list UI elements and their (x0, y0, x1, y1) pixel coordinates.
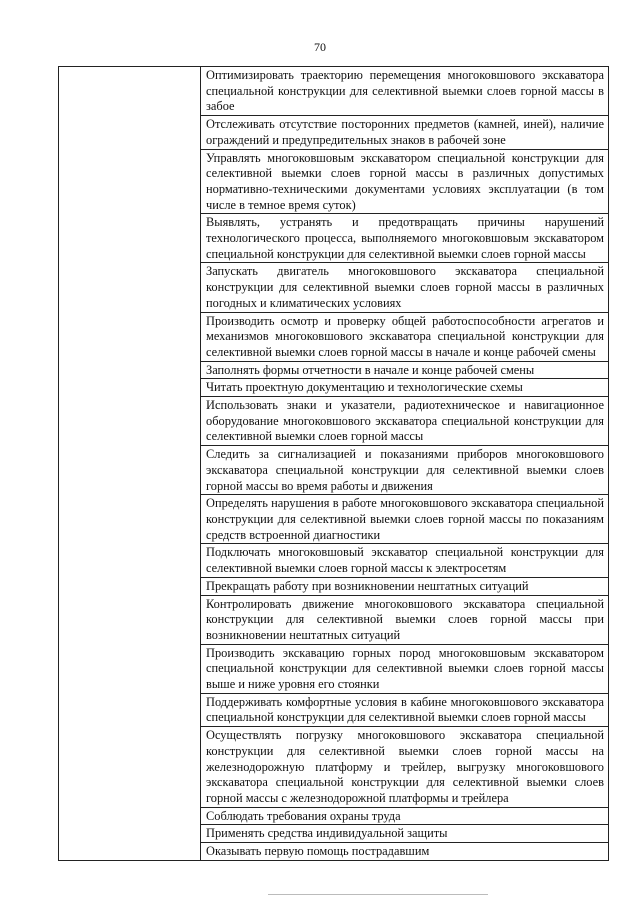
table-row (59, 67, 609, 116)
skill-cell: Прекращать работу при возникновении нештатных ситуаций (201, 577, 609, 595)
skill-cell: Поддерживать комфортные условия в кабине многоковшового экскаватора специальной конструкции для селективной выемки слоев горной массы (201, 693, 609, 726)
skill-cell: Управлять многоковшовым экскаватором специальной конструкции для селективной выемки слоев горной массы в различных допустимых нормативно-техническими документами условиях эксплуатации (в том числе в темное время суток) (201, 149, 609, 214)
skill-cell: Выявлять, устранять и предотвращать причины нарушений технологического процесса, выполняемого многоковшовым экскаватором специальной конструкции для селективной выемки слоев горной массы (201, 214, 609, 263)
skills-table (58, 66, 609, 861)
skill-cell: Запускать двигатель многоковшового экскаватора специальной конструкции для селективной выемки слоев горной массы в различных погодных и климатических условиях (201, 263, 609, 312)
skill-cell: Оптимизировать траекторию перемещения многоковшового экскаватора специальной конструкции для селективной выемки слоев горной массы в забое (201, 67, 609, 116)
skill-cell: Соблюдать требования охраны труда (201, 807, 609, 825)
skill-cell: Использовать знаки и указатели, радиотехническое и навигационное оборудование многоковшового экскаватора специальной конструкции для селективной выемки слоев горной массы (201, 397, 609, 446)
skill-cell: Читать проектную документацию и технологические схемы (201, 379, 609, 397)
skill-cell: Подключать многоковшовый экскаватор специальной конструкции для селективной выемки слоев горной массы к электросетям (201, 544, 609, 577)
skill-cell: Контролировать движение многоковшового экскаватора специальной конструкции для селективной выемки слоев горной массы при возникновении нештатных ситуаций (201, 595, 609, 644)
skill-cell: Определять нарушения в работе многоковшового экскаватора специальной конструкции для селективной выемки слоев горной массы по показаниям средств встроенной диагностики (201, 495, 609, 544)
skill-cell: Применять средства индивидуальной защиты (201, 825, 609, 843)
skill-cell: Производить экскавацию горных пород многоковшовым экскаватором специальной конструкции для селективной выемки слоев горной массы выше и ниже уровня его стоянки (201, 644, 609, 693)
skill-cell: Заполнять формы отчетности в начале и конце рабочей смены (201, 361, 609, 379)
page-number: 70 (314, 40, 326, 54)
skill-cell: Отслеживать отсутствие посторонних предметов (камней, иней), наличие ограждений и предупредительных знаков в рабочей зоне (201, 116, 609, 149)
skill-cell: Производить осмотр и проверку общей работоспособности агрегатов и механизмов многоковшового экскаватора специальной конструкции для селективной выемки слоев горной массы в начале и конце рабочей смены (201, 312, 609, 361)
skill-cell: Следить за сигнализацией и показаниями приборов многоковшового экскаватора специальной конструкции для селективной выемки слоев горной массы во время работы и движения (201, 446, 609, 495)
skill-cell: Осуществлять погрузку многоковшового экскаватора специальной конструкции для селективной выемки слоев горной массы на железнодорожную платформу и трейлер, выгрузку многоковшового экскаватора специальной конструкции для селективной выемки слоев горной массы с железнодорожной платформы и трейлера (201, 727, 609, 808)
empty-label-cell (59, 67, 201, 861)
skill-cell: Оказывать первую помощь пострадавшим (201, 843, 609, 861)
scan-edge-line (268, 894, 488, 895)
